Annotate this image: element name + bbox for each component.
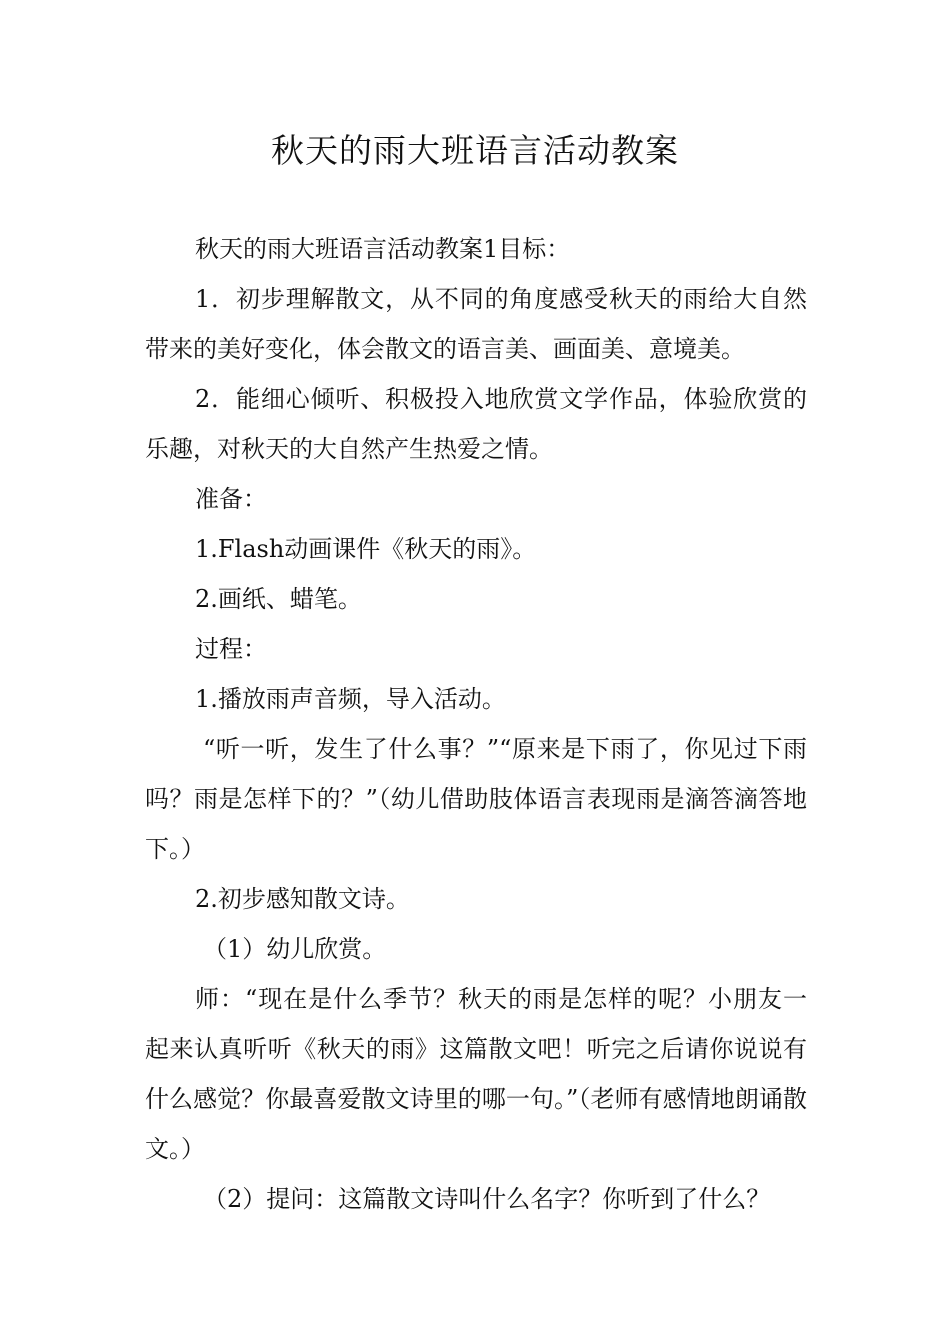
document-title: 秋天的雨大班语言活动教案 [271,131,679,170]
paragraph-preparation-2: 2.画纸、蜡笔。 [195,585,362,613]
paragraph-preparation-1: 1.Flash动画课件《秋天的雨》。 [195,535,537,563]
paragraph-process-2: 2.初步感知散文诗。 [195,885,410,913]
paragraph-process-1-dialogue: “听一听，发生了什么事？”“原来是下雨了，你见过下雨吗？雨是怎样下的？”（幼儿借助肢体语言表现雨是滴答滴答地下。） [145,735,807,863]
paragraph-heading-preparation: 准备： [195,485,267,513]
paragraph-teacher-speech: 师：“现在是什么季节？秋天的雨是怎样的呢？小朋友一起来认真听听《秋天的雨》这篇散文吧！听完之后请你说说有什么感觉？你最喜爱散文诗里的哪一句。”（老师有感情地朗诵散文。） [145,985,807,1163]
paragraph-process-2-step-2: （2）提问：这篇散文诗叫什么名字？你听到了什么？ [203,1185,771,1213]
paragraph-heading-process: 过程： [195,635,267,663]
document-body [145,224,807,1224]
paragraph-process-1: 1.播放雨声音频，导入活动。 [195,685,506,713]
paragraph-goal-2: 2．能细心倾听、积极投入地欣赏文学作品，体验欣赏的乐趣，对秋天的大自然产生热爱之情。 [145,385,807,463]
paragraph-process-2-step-1: （1）幼儿欣赏。 [203,935,387,963]
paragraph-heading-goals: 秋天的雨大班语言活动教案1目标： [195,235,571,263]
paragraph-goal-1: 1．初步理解散文，从不同的角度感受秋天的雨给大自然带来的美好变化，体会散文的语言美、画面美、意境美。 [145,285,807,363]
